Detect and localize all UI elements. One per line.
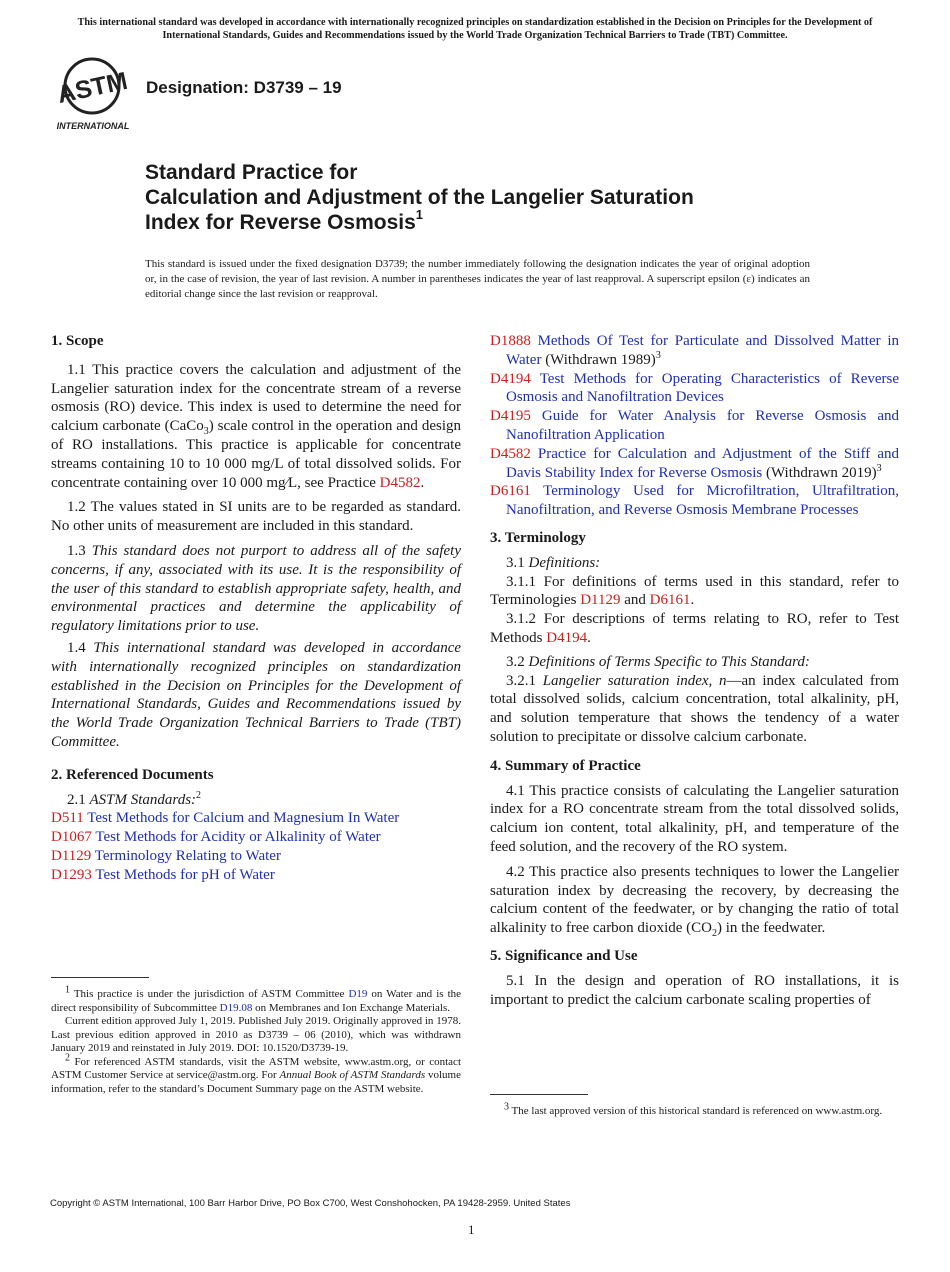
ref-title-link[interactable]: Methods Of Test for Particulate and Dissolved Matter in Water <box>506 333 900 368</box>
ref-link-d4194-term[interactable]: D4194 <box>546 629 588 646</box>
ref-footnote-mark: 3 <box>876 462 882 474</box>
ref-code-link[interactable]: D1067 <box>51 829 92 846</box>
para-3-2-1: 3.2.1 Langelier saturation index, n—an index calculated from total dissolved solids, calcium concentration, total alkalinity, pH, and solution temperature that shows the tendency of a water solution to precipitate or dissolve calcium carbonate. <box>490 672 899 745</box>
ref-code-link[interactable]: D1129 <box>51 847 92 864</box>
section-heading-terminology: 3. Terminology <box>490 529 586 546</box>
ref-title-link[interactable]: Test Methods for Acidity or Alkalinity of Water <box>95 829 381 846</box>
reference-item <box>51 809 461 828</box>
para-1-4: 1.4 This international standard was developed in accordance with internationally recognized principles on standardization established in the Decision on Principles for the Development of International Standards, Guides and Recommendations issued by the World Trade Organization Technical Barriers to Trade (TBT) Committee. <box>51 639 462 750</box>
astm-standards-label: 2.1 ASTM Standards:$^2$ <box>67 789 202 808</box>
copyright-notice: Copyright © ASTM International, 100 Barr Harbor Drive, PO Box C700, West Conshohocken, PA 19428-2959. United States <box>50 1198 571 1209</box>
section-heading-significance: 5. Significance and Use <box>490 947 638 964</box>
ref-title-link[interactable]: Guide for Water Analysis for Reverse Osmosis and Nanofiltration Application <box>506 408 900 443</box>
ref-code-link[interactable]: D4582 <box>490 445 531 462</box>
ref-title-link[interactable]: Terminology Relating to Water <box>94 847 281 864</box>
para-1-1: 1.1 This practice covers the calculation and adjustment of the Langelier saturation index for the concentrate stream of a reverse osmosis (RO) device. This index is used to determine the need for calcium carbonate (CaCo$_3$) scale control in the operation and design of RO installations. This practice is applicable for concentrate streams containing 10 to 10 000 mg/L of total dissolved solids. For concentrate containing over 10 000 mg⁄L, see Practice D4582. <box>51 361 462 491</box>
para-1-3: 1.3 This standard does not purport to address all of the safety concerns, if any, associated with its use. It is the responsibility of the user of this standard to establish appropriate safety, health, and environmental practices and determine the applicability of regulatory limitations prior to use. <box>51 542 462 635</box>
footnote-1-edition: Current edition approved July 1, 2019. Published July 2019. Originally approved in 1978. Last previous edition approved in 2010 as D3739 – 06 (2010), which was withdrawn January 2019 and reinstated in July 2019. DOI: 10.1520/D3739-19. <box>51 1015 461 1054</box>
ref-link-d6161-term[interactable]: D6161 <box>649 592 691 609</box>
section-heading-scope: 1. Scope <box>51 333 104 349</box>
footnote-divider-left <box>51 977 149 978</box>
ref-code-link[interactable]: D4195 <box>490 408 531 425</box>
section-heading-summary: 4. Summary of Practice <box>490 757 641 774</box>
para-4-2: 4.2 This practice also presents techniques to lower the Langelier saturation index by decreasing the recovery, by decreasing the calcium content of the feedwater, or by changing the ratio of total alkalinity to free carbon dioxide $(CO_2)$ in the feedwater. <box>490 863 899 940</box>
title-line-2: Calculation and Adjustment of the Langelier Saturation <box>145 186 694 209</box>
ref-title-link[interactable]: Test Methods for Calcium and Magnesium In Water <box>87 810 400 827</box>
para-3-1-1: 3.1.1 For definitions of terms used in this standard, refer to Terminologies D1129 and D6161. <box>490 573 899 609</box>
ref-link-d19[interactable]: D19 <box>348 988 368 1000</box>
reference-item <box>51 847 461 866</box>
reference-item <box>51 828 461 847</box>
para-5-1: 5.1 In the design and operation of RO installations, it is important to predict the calcium carbonate scaling properties of <box>490 972 899 1008</box>
title-line-1: Standard Practice for <box>145 161 358 184</box>
footnote-2: $^2$ For referenced ASTM standards, visit the ASTM website, www.astm.org, or contact ASTM Customer Service at service@astm.org. For Annual Book of ASTM Standards volume information, refer to the standard’s Document Summary page on the ASTM website. <box>51 1051 461 1095</box>
ref-title-link[interactable]: Test Methods for Operating Characteristics of Reverse Osmosis and Nanofiltration Devices <box>506 370 899 406</box>
top-notice: This international standard was developed in accordance with internationally recognized principles on standardization established in the Decision on Principles for the Development of International Standards, Guides and Recommendations issued by the World Trade Organization Technical Barriers to Trade (TBT) Committee. <box>77 17 873 41</box>
document-title <box>145 160 694 235</box>
reference-item <box>490 445 899 483</box>
logo-letters: ASTM <box>54 66 130 110</box>
referenced-list-right <box>490 332 899 520</box>
page-number: 1 <box>468 1222 475 1237</box>
astm-logo-icon <box>52 56 134 132</box>
reference-item <box>51 866 461 885</box>
para-3-1-2: 3.1.2 For descriptions of terms relating to RO, refer to Test Methods D4194. <box>490 611 899 646</box>
ref-note: (Withdrawn 1989) <box>541 351 656 368</box>
ref-code-link[interactable]: D1888 <box>490 333 531 349</box>
ref-link-d4582[interactable]: D4582 <box>379 474 421 491</box>
ref-title-link[interactable]: Test Methods for pH of Water <box>95 866 275 883</box>
logo-caption: INTERNATIONAL <box>56 121 130 131</box>
footnote-3: $^3$ The last approved version of this historical standard is referenced on www.astm.org. <box>504 1101 883 1117</box>
ref-code-link[interactable]: D6161 <box>490 483 531 500</box>
ref-title-link[interactable]: Terminology Used for Microfiltration, Ultrafiltration, Nanofiltration, and Reverse Osmosis Membrane Processes <box>506 483 899 519</box>
ref-link-d1129-term[interactable]: D1129 <box>580 592 621 609</box>
ref-code-link[interactable]: D1293 <box>51 866 92 883</box>
ref-code-link[interactable]: D4194 <box>490 370 531 387</box>
reference-item <box>490 407 899 445</box>
footnote-1: $^1$ This practice is under the jurisdiction of ASTM Committee D19 on Water and is the direct responsibility of Subcommittee D19.08 on Membranes and Ion Exchange Materials. <box>51 984 462 1014</box>
right-column <box>490 332 899 1009</box>
section-heading-referenced: 2. Referenced Documents <box>51 766 214 783</box>
reference-item <box>490 482 899 520</box>
ref-code-link[interactable]: D511 <box>51 810 84 827</box>
para-4-1: 4.1 This practice consists of calculating the Langelier saturation index for a RO concentrate stream from the total dissolved solids, calcium ion content, total alkalinity, pH, and temperature of the feed solution, and the recovery of the RO system. <box>490 782 899 855</box>
ref-title-link[interactable]: Practice for Calculation and Adjustment of the Stiff and Davis Stability Index for Reverse Osmosis <box>506 445 899 481</box>
designation: Designation: D3739 – 19 <box>146 78 342 97</box>
reference-item <box>490 332 899 370</box>
ref-link-d19-08[interactable]: D19.08 <box>219 1001 253 1014</box>
ref-footnote-mark: 3 <box>655 349 661 361</box>
para-3-1: 3.1 Definitions: <box>506 554 601 571</box>
reference-item <box>490 370 899 408</box>
astm-logo <box>52 56 134 132</box>
footnotes-left <box>51 984 462 1096</box>
footnote-divider-right <box>490 1094 588 1095</box>
ref-note: (Withdrawn 2019) <box>762 464 877 481</box>
para-1-2: 1.2 The values stated in SI units are to be regarded as standard. No other units of measurement are included in this standard. <box>51 499 461 535</box>
issuance-note: This standard is issued under the fixed designation D3739; the number immediately following the designation indicates the year of original adoption or, in the case of revision, the year of last revision. A number in parentheses indicates the year of last reapproval. A superscript epsilon (ε) indicates an editorial change since the last revision or reapproval. <box>145 258 810 300</box>
title-line-3: Index for Reverse Osmosis$^1$ <box>145 207 424 234</box>
para-3-2: 3.2 Definitions of Terms Specific to This Standard: <box>506 653 810 670</box>
left-column <box>51 332 461 885</box>
referenced-list-left <box>51 809 461 884</box>
